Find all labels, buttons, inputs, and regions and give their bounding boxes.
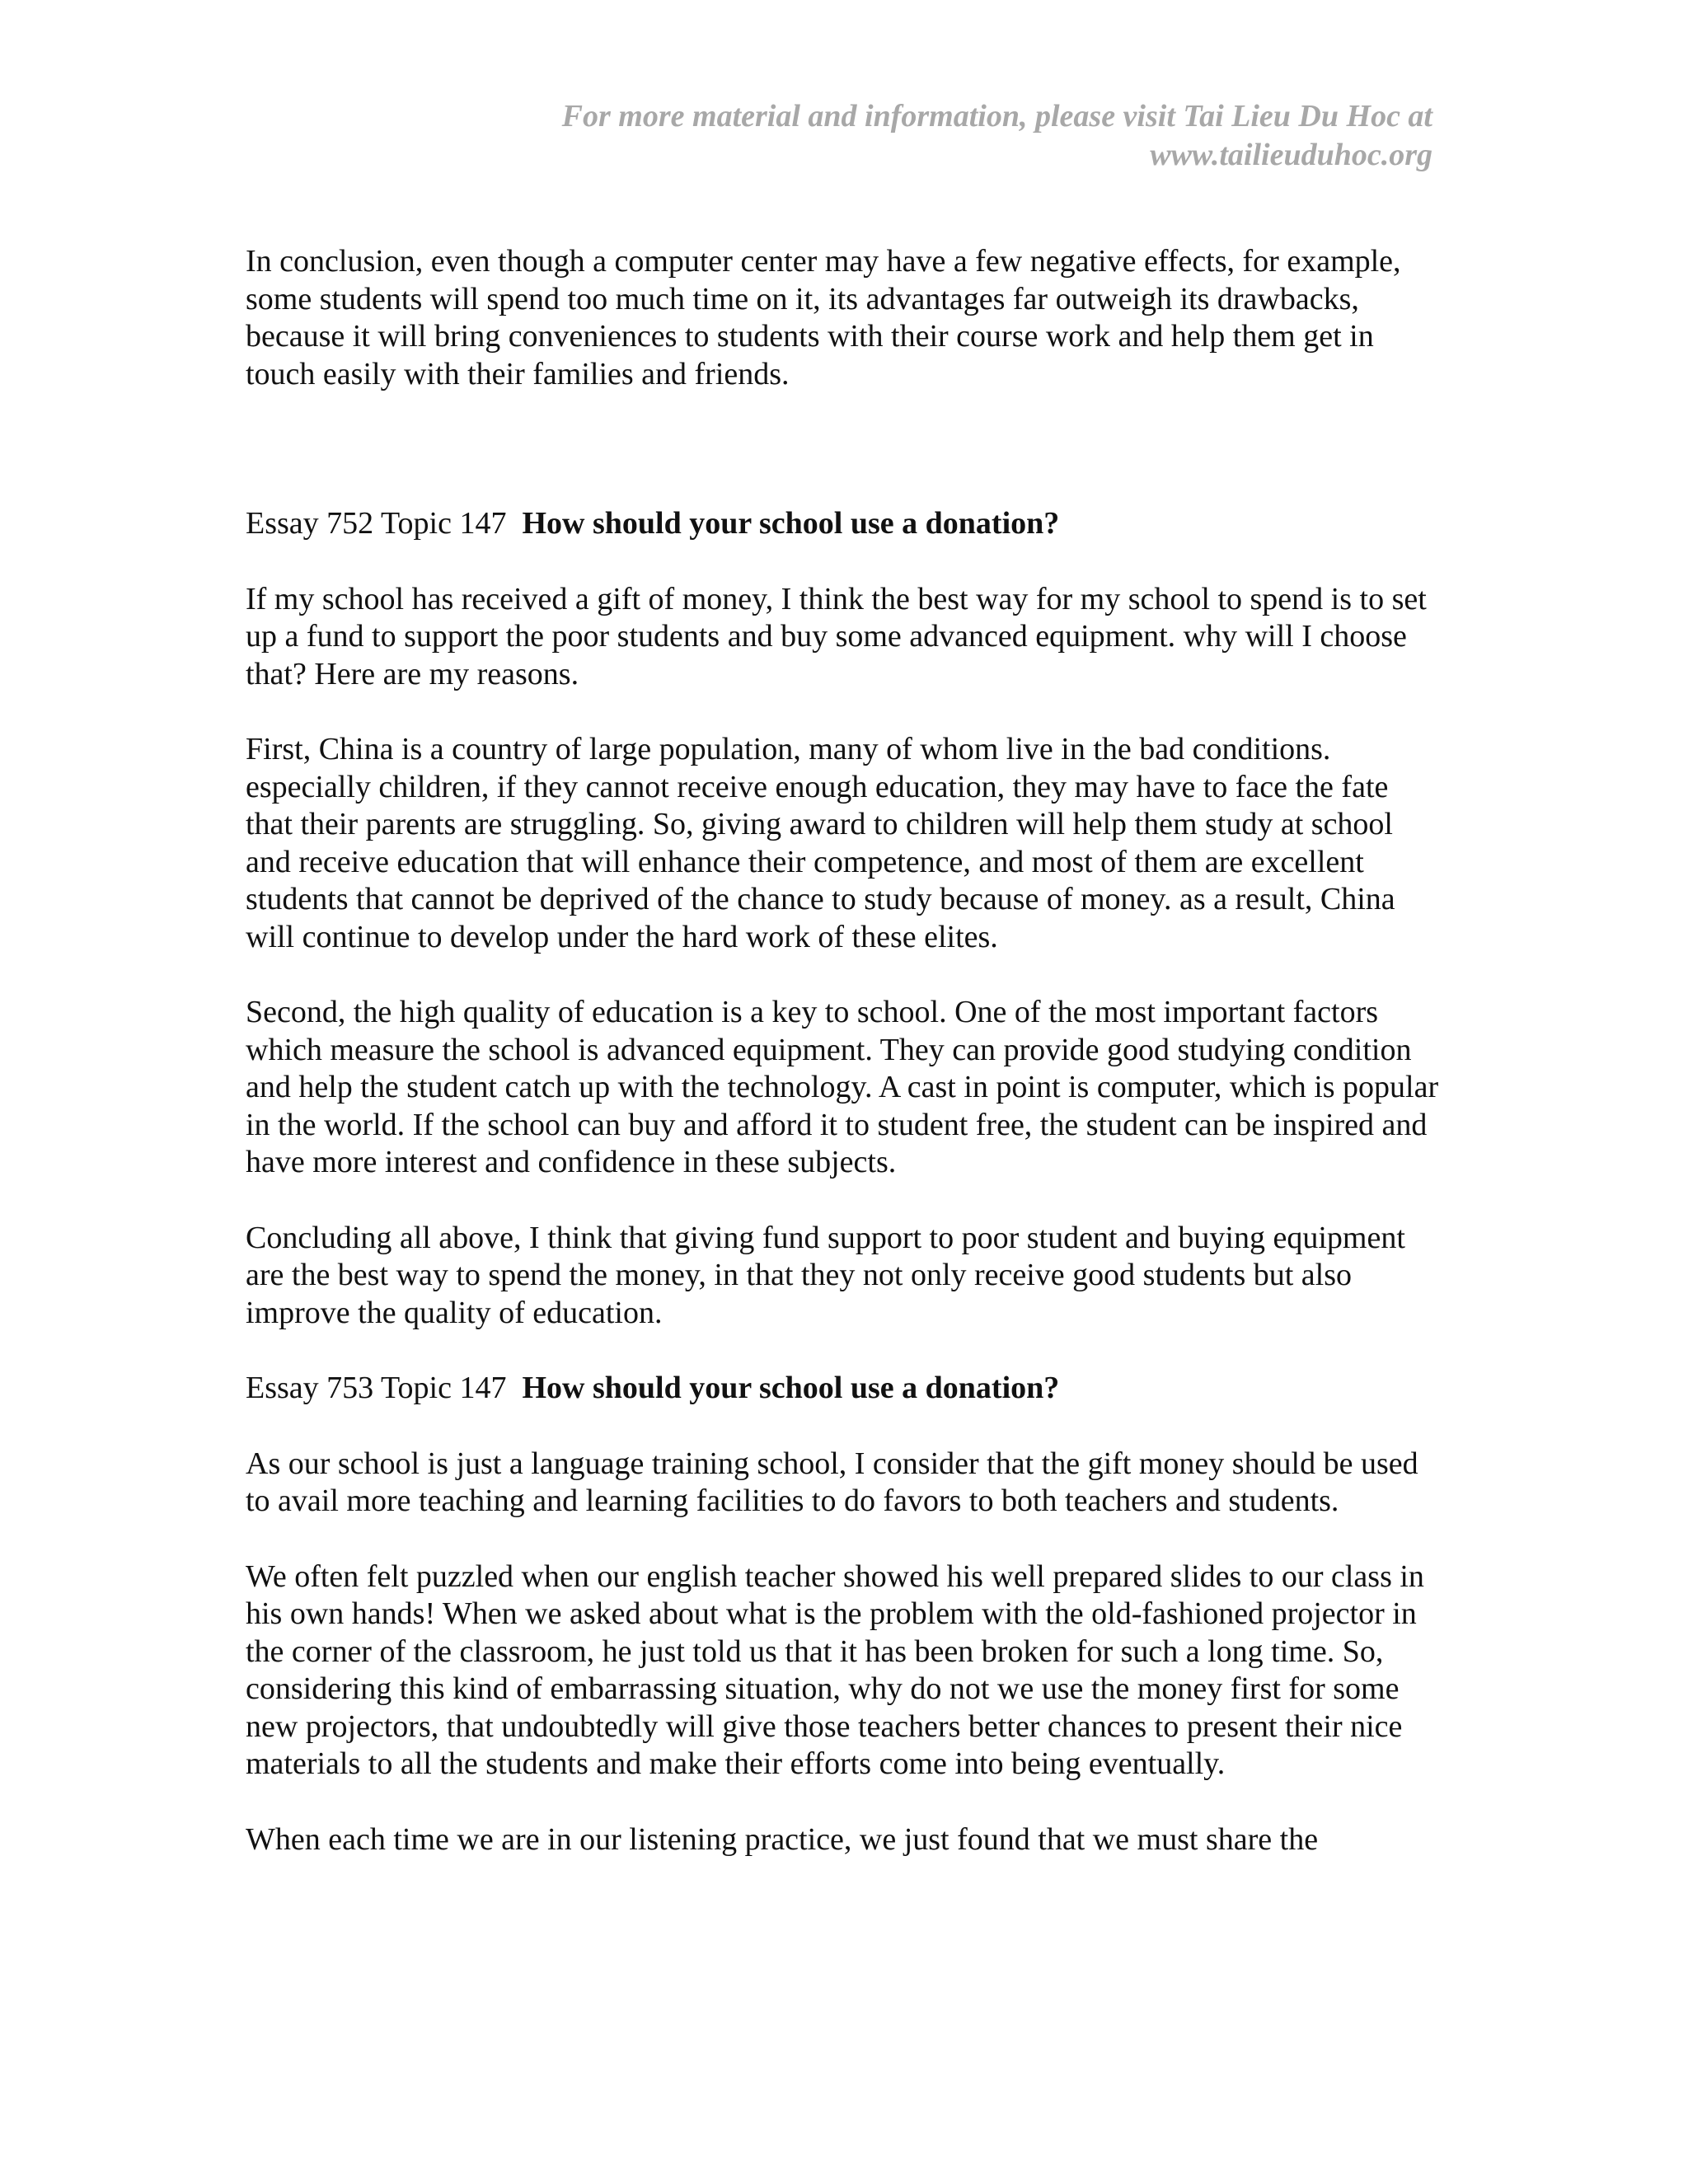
paragraph-752-conclusion: Concluding all above, I think that giving fund support to poor student and buying equipment are the best way to spend the money, in that they not only receive good students but also improve the quality of education.: [246, 1220, 1405, 1330]
essay-752-heading: [246, 505, 1441, 543]
document-body: [246, 243, 1441, 1858]
essay-753-heading: [246, 1370, 1441, 1408]
paragraph-752-intro: If my school has received a gift of money, I think the best way for my school to spend is to set up a fund to support the poor students and buy some advanced equipment. why will I choose that? Here are my reasons.: [246, 581, 1427, 691]
paragraph-752-second: Second, the high quality of education is a key to school. One of the most important factors which measure the school is advanced equipment. They can provide good studying condition and help the student catch up with the technology. A cast in point is computer, which is popular in the world. If the school can buy and afford it to student free, the student can be inspired and have more interest and confidence in these subjects.: [246, 995, 1439, 1179]
paragraph-753-listening: When each time we are in our listening practice, we just found that we must share the: [246, 1821, 1319, 1857]
header-line-1: For more material and information, please visit Tai Lieu Du Hoc at: [561, 99, 1432, 134]
header-line-2: www.tailieuduhoc.org: [1150, 138, 1432, 172]
essay-752-label: Essay 752 Topic 147: [246, 506, 507, 541]
paragraph-753-projectors: We often felt puzzled when our english teacher showed his well prepared slides to our class in his own hands! When we asked about what is the problem with the old-fashioned projector in the corner of the classroom, he just told us that it has been broken for such a long time. So, considering this kind of embarrassing situation, why do not we use the money first for some new projectors, that undoubtedly will give those teachers better chances to present their nice materials to all the students and make their efforts come into being eventually.: [246, 1558, 1424, 1781]
paragraph-conclusion: In conclusion, even though a computer center may have a few negative effects, for example, some students will spend too much time on it, its advantages far outweigh its drawbacks, because it will bring conveniences to students with their course work and help them get in touch easily with their families and friends.: [246, 244, 1401, 391]
paragraph-753-intro: As our school is just a language training school, I consider that the gift money should be used to avail more teaching and learning facilities to do favors to both teachers and students.: [246, 1446, 1418, 1518]
essay-753-title: How should your school use a donation?: [522, 1371, 1060, 1405]
page-header: [279, 97, 1432, 175]
paragraph-752-first: First, China is a country of large population, many of whom live in the bad conditions. especially children, if they cannot receive enough education, they may have to face the fate that their parents are struggling. So, giving award to children will help them study at school and receive education that will enhance their competence, and most of them are excellent students that cannot be deprived of the chance to study because of money. as a result, China will continue to develop under the hard work of these elites.: [246, 732, 1395, 954]
essay-752-title: How should your school use a donation?: [522, 506, 1060, 541]
essay-753-label: Essay 753 Topic 147: [246, 1371, 507, 1405]
